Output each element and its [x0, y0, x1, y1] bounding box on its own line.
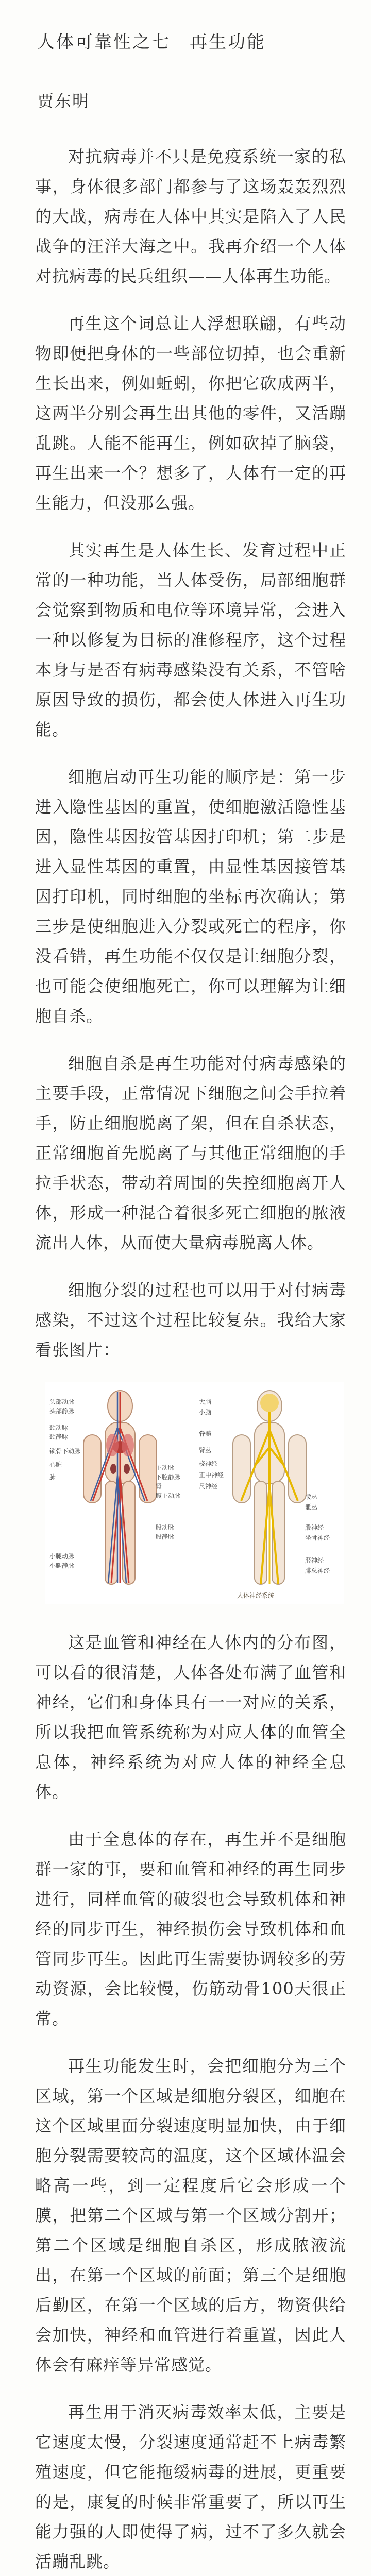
svg-text:桡神经: 桡神经	[199, 1460, 218, 1467]
svg-text:正中神经: 正中神经	[199, 1471, 224, 1479]
circulatory-body-illustration	[45, 1382, 195, 1604]
svg-text:颈静脉: 颈静脉	[49, 1433, 69, 1440]
svg-text:骶丛: 骶丛	[305, 1503, 318, 1511]
paragraph: 再生用于消灭病毒效率太低，主要是它速度太慢，分裂速度通常赶不上病毒繁殖速度，但它能拖缓病毒的进展，更重要的是，康复的时候非常重要了，所以再生能力强的人即使得了病，过不了多久就会活蹦乱跳。	[35, 2402, 346, 2571]
svg-text:主动脉: 主动脉	[156, 1464, 175, 1471]
svg-text:锁骨下动脉: 锁骨下动脉	[49, 1448, 81, 1455]
article-title: 人体可靠性之七 再生功能	[37, 32, 266, 53]
svg-text:小腿静脉: 小腿静脉	[49, 1562, 75, 1569]
svg-text:头部静脉: 头部静脉	[49, 1408, 75, 1415]
paragraph: 细胞分裂的过程也可以用于对付病毒感染，不过这个过程比较复杂。我给大家看张图片：	[35, 1280, 346, 1360]
svg-text:股神经: 股神经	[305, 1524, 324, 1531]
anatomy-figures	[35, 1382, 346, 1604]
svg-text:腹主动脉: 腹主动脉	[156, 1492, 181, 1499]
svg-text:心脏: 心脏	[49, 1461, 62, 1468]
svg-text:腓总神经: 腓总神经	[305, 1567, 330, 1574]
svg-text:小腿动脉: 小腿动脉	[49, 1553, 75, 1560]
article-header	[0, 0, 371, 112]
svg-text:坐骨神经: 坐骨神经	[305, 1534, 330, 1541]
circulatory-system-figure	[45, 1382, 195, 1604]
svg-text:肺: 肺	[49, 1473, 56, 1481]
paragraph: 再生功能发生时，会把细胞分为三个区域，第一个区域是细胞分裂区，细胞在这个区域里面分裂速度明显加快，由于细胞分裂需要较高的温度，这个区域体温会略高一些，到一定程度后它会形成一个膜，把第二个区域与第一个区域分割开；第二个区域是细胞自杀区，形成脓液流出，在第一个区域的前面；第三个是细胞后勤区，在第一个区域的后方，物资供给会加快，神经和血管进行着重置，因此人体会有麻痒等异常感觉。	[35, 2056, 346, 2375]
paragraph: 对抗病毒并不只是免疫系统一家的私事，身体很多部门都参与了这场轰轰烈烈的大战，病毒在人体中其实是陷入了人民战争的汪洋大海之中。我再介绍一个人体对抗病毒的民兵组织——人体再生功能。	[35, 147, 346, 286]
svg-text:臂丛: 臂丛	[199, 1447, 212, 1454]
svg-text:尺神经: 尺神经	[199, 1483, 218, 1490]
nervous-system-figure	[195, 1382, 344, 1604]
svg-text:大脑: 大脑	[199, 1398, 212, 1405]
paragraph: 这是血管和神经在人体内的分布图，可以看的很清楚，人体各处布满了血管和神经，它们和身体具有一一对应的关系，所以我把血管系统称为对应人体的血管全息体，神经系统为对应人体的神经全息体。	[35, 1633, 346, 1802]
svg-text:胫神经: 胫神经	[305, 1557, 324, 1564]
nervous-body-illustration	[195, 1382, 344, 1604]
svg-text:颈动脉: 颈动脉	[49, 1424, 69, 1431]
paragraph: 由于全息体的存在，再生并不是细胞群一家的事，要和血管和神经的再生同步进行，同样血管的破裂也会导致机体和神经的同步再生，神经损伤会导致机体和血管同步再生。因此再生需要协调较多的劳动资源，会比较慢，伤筋动骨100天很正常。	[35, 1829, 346, 2028]
svg-text:头部动脉: 头部动脉	[49, 1398, 75, 1405]
paragraph: 其实再生是人体生长、发育过程中正常的一种功能，当人体受伤，局部细胞群会觉察到物质和电位等环境异常，会进入一种以修复为目标的准修程序，这个过程本身与是否有病毒感染没有关系，不管啥原因导致的损伤，都会使人体进入再生功能。	[35, 540, 346, 739]
article-body	[0, 142, 371, 2576]
svg-text:股静脉: 股静脉	[156, 1533, 175, 1540]
paragraph: 再生这个词总让人浮想联翩，有些动物即便把身体的一些部位切掉，也会重新生长出来，例如蚯蚓，你把它砍成两半，这两半分别会再生出其他的零件，又活蹦乱跳。人能不能再生，例如砍掉了脑袋，再生出来一个？想多了，人体有一定的再生能力，但没那么强。	[35, 314, 346, 513]
svg-text:腰丛: 腰丛	[305, 1493, 318, 1500]
article-author: 贾东明	[37, 91, 90, 111]
paragraph: 细胞启动再生功能的顺序是：第一步进入隐性基因的重置，使细胞激活隐性基因，隐性基因按管基因打印机；第二步是进入显性基因的重置，由显性基因接管基因打印机，同时细胞的坐标再次确认；第三步是使细胞进入分裂或死亡的程序，你没看错，再生功能不仅仅是让细胞分裂，也可能会使细胞死亡，你可以理解为让细胞自杀。	[35, 767, 346, 1026]
nervous-figure-caption: 人体神经系统	[237, 1592, 275, 1599]
paragraph: 细胞自杀是再生功能对付病毒感染的主要手段，正常情况下细胞之间会手拉着手，防止细胞脱离了架，但在自杀状态，正常细胞首先脱离了与其他正常细胞的手拉手状态，带动着周围的失控细胞离开人体，形成一种混合着很多死亡细胞的脓液流出人体，从而使大量病毒脱离人体。	[35, 1054, 346, 1252]
svg-text:脊髓: 脊髓	[199, 1430, 212, 1437]
svg-text:小脑: 小脑	[199, 1409, 212, 1416]
svg-text:肾: 肾	[156, 1483, 162, 1490]
svg-text:下腔静脉: 下腔静脉	[156, 1473, 181, 1481]
svg-text:股动脉: 股动脉	[156, 1524, 175, 1531]
